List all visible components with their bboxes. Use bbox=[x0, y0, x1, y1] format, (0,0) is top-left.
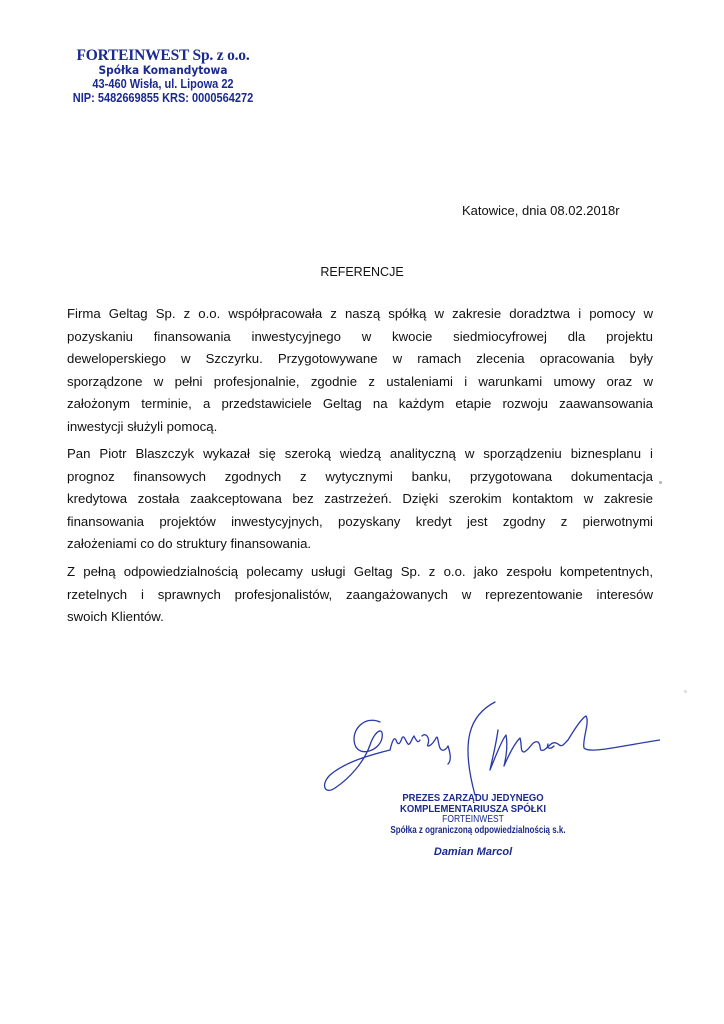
paragraph-3 bbox=[67, 561, 653, 629]
text-line: pozyskaniu finansowania inwestycyjnego w kwocie siedmiocyfrowej dla projektu bbox=[67, 328, 653, 344]
signatory-name: Damian Marcol bbox=[433, 846, 513, 858]
signature-stroke bbox=[448, 746, 450, 764]
company-name: FORTEINWEST Sp. z o.o. bbox=[76, 47, 250, 64]
text-line: rzetelnych i sprawnych profesjonalistów, zaangażowanych w reprezentowanie interesów bbox=[67, 586, 653, 602]
text-line: założonym terminie, a przedstawiciele Geltag na każdym etapie rozwoju zaawansowania bbox=[67, 396, 653, 412]
text-line: inwestycji służyli pomocą. bbox=[67, 418, 218, 434]
text-line: Firma Geltag Sp. z o.o. współpracowała z naszą spółką w zakresie doradztwa i pomocy w bbox=[67, 306, 653, 321]
signature-stroke bbox=[325, 720, 390, 790]
text-line: założeniami co do struktury finansowania. bbox=[67, 536, 312, 552]
scan-speck bbox=[684, 690, 687, 693]
signature-stroke bbox=[490, 716, 660, 770]
text-line: Z pełną odpowiedzialnością polecamy usługi Geltag Sp. z o.o. jako zespołu kompetentnych, bbox=[67, 564, 653, 579]
company-address: 43-460 Wisła, ul. Lipowa 22 bbox=[92, 77, 234, 91]
signature-stroke bbox=[422, 735, 448, 750]
paragraph-1 bbox=[67, 303, 653, 439]
text-line: prognoz finansowych zgodnych z wytycznymi banku, przygotowana dokumentacja bbox=[67, 468, 653, 484]
text-line: finansowania projektów inwestycyjnych, pozyskany kredyt jest zgodny z pierwotnymi bbox=[67, 513, 653, 529]
text-line: Pan Piotr Blaszczyk wykazał się szeroką wiedzą analityczną w sporządzeniu biznesplanu i bbox=[67, 446, 653, 461]
text-line: kredytowa została zaakceptowana bez zastrzeżeń. Dzięki szerokim kontaktom w zakresie bbox=[67, 491, 653, 507]
signature-stroke bbox=[468, 702, 495, 795]
text-line: deweloperskiego w Szczyrku. Przygotowywane w ramach zlecenia opracowania były bbox=[67, 351, 653, 367]
text-line: sporządzone w pełni profesjonalnie, zgodnie z ustaleniami i warunkami umowy oraz w bbox=[67, 373, 653, 389]
company-stamp bbox=[58, 48, 268, 105]
scan-speck bbox=[659, 481, 662, 484]
date-line: Katowice, dnia 08.02.2018r bbox=[462, 203, 620, 218]
company-type: Spółka Komandytowa bbox=[98, 63, 228, 77]
company-registration: NIP: 5482669855 KRS: 0000564272 bbox=[72, 91, 254, 105]
handwritten-signature bbox=[320, 700, 660, 800]
role-line-3: FORTEINWEST bbox=[442, 814, 504, 825]
text-line: swoich Klientów. bbox=[67, 609, 164, 625]
signature-stroke bbox=[390, 736, 420, 750]
document-title: REFERENCJE bbox=[320, 265, 404, 279]
paragraph-2 bbox=[67, 443, 653, 556]
role-stamp bbox=[358, 793, 588, 859]
role-line-4: Spółka z ograniczoną odpowiedzialnością s.k. bbox=[390, 825, 566, 836]
role-line-2: KOMPLEMENTARIUSZA SPÓŁKI bbox=[400, 803, 546, 815]
role-line-1: PREZES ZARZĄDU JEDYNEGO bbox=[402, 792, 544, 804]
